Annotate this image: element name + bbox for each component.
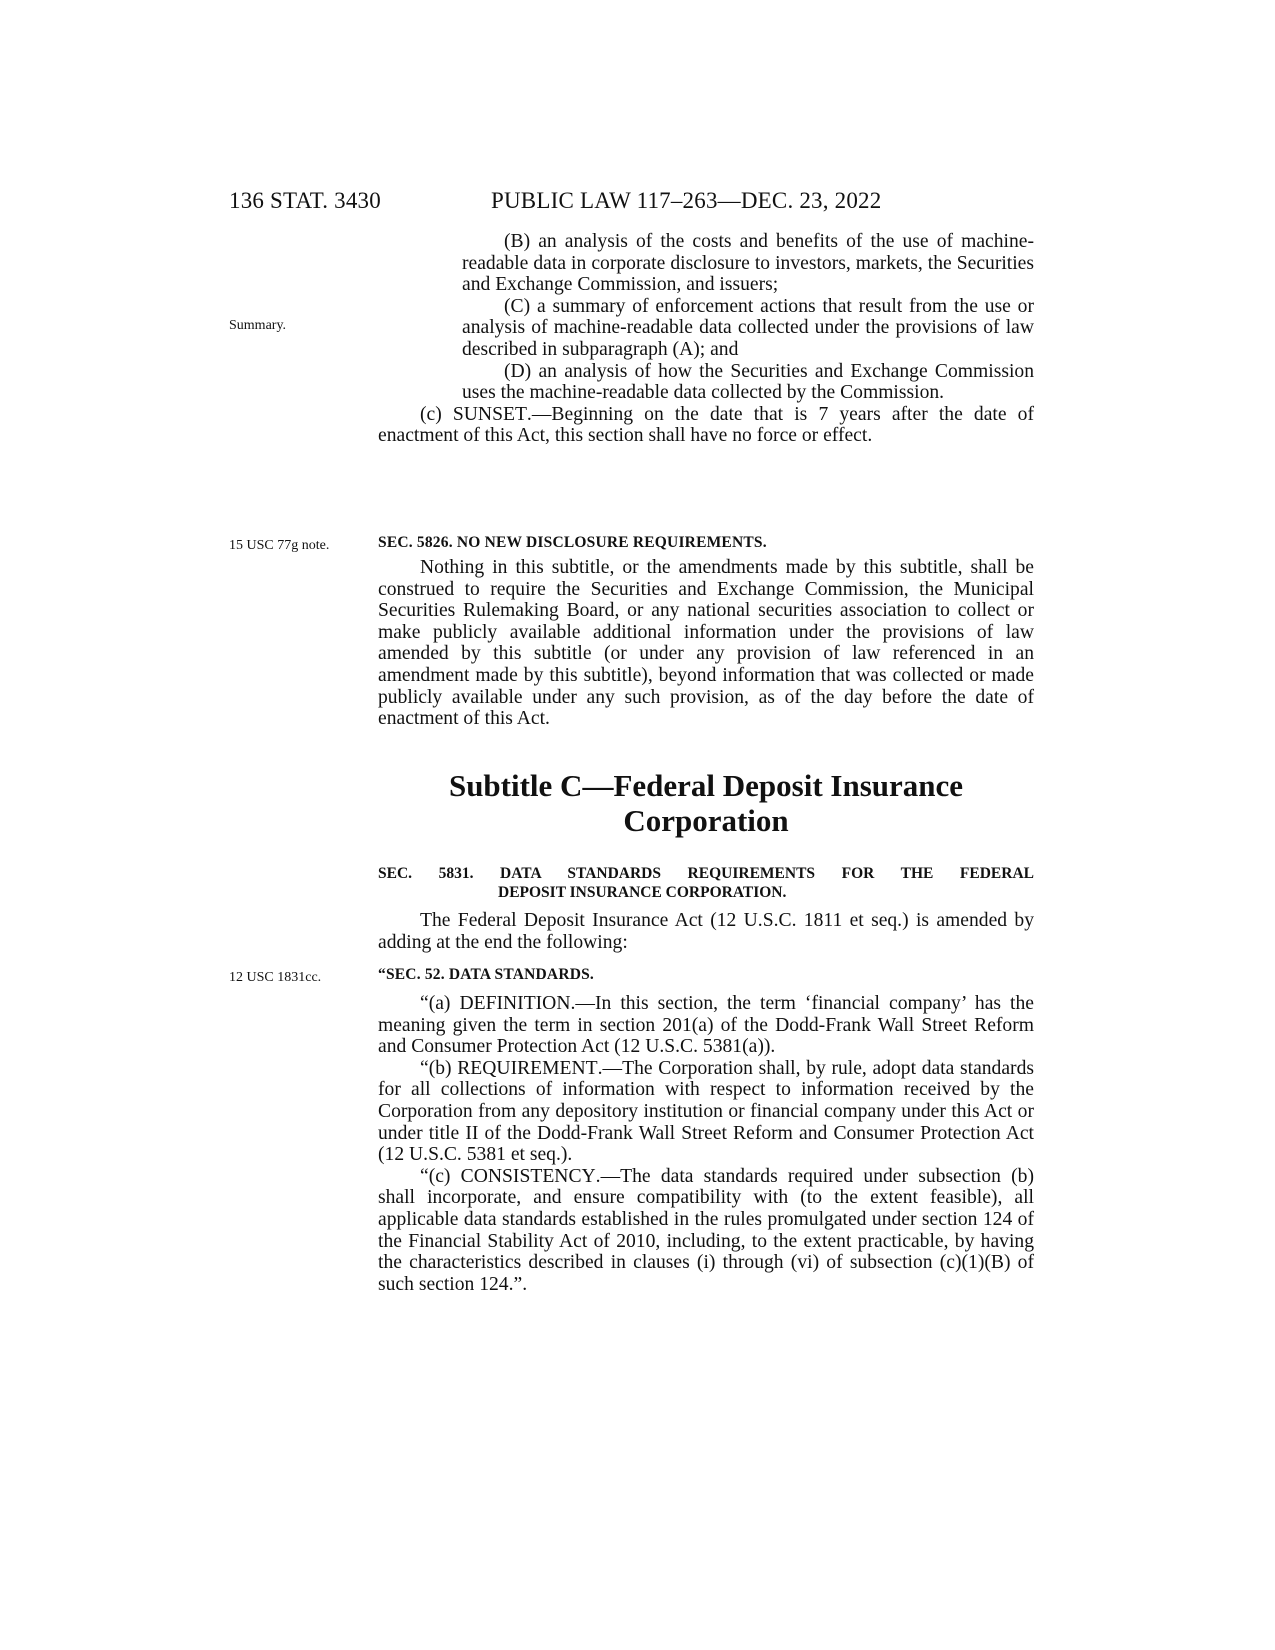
- subsection-c-body: .—The data standards required under subsection (b) shall incorporate, and ensure compatibility with (to the extent feasible), all applicable data standards established in the rules promulgated under section 124 of the Financial Stability Act of 2010, including, to the extent practicable, by having the characteristics described in clauses (i) through (vi) of subsection (c)(1)(B) of such section 124.”.: [378, 1165, 1034, 1295]
- section-5831-heading: [378, 864, 1034, 902]
- sunset-body: .—Beginning on the date that is 7 years after the date of enactment of this Act, this section shall have no force or effect.: [378, 403, 1035, 447]
- subtitle-heading: [378, 768, 1034, 838]
- margin-note-usc-52: 12 USC 1831cc.: [229, 970, 322, 985]
- sunset-label-smallcaps: UNSET: [463, 403, 527, 425]
- section-52: [378, 965, 1034, 1295]
- sunset-label: (c) S: [420, 403, 464, 425]
- section-5826-body: Nothing in this subtitle, or the amendments made by this subtitle, shall be construed to require the Securities and Exchange Commission, the Municipal Securities Rulemaking Board, or any national securities association to collect or make publicly available additional information under the provisions of law amended by this subtitle (or under any provision of law referenced in an amendment made by this subtitle), beyond information that was collected or made publicly available under any such provision, as of the day before the date of enactment of this Act.: [378, 557, 1034, 730]
- margin-note-usc-5826: 15 USC 77g note.: [229, 538, 330, 553]
- section-5831-body-block: [378, 910, 1034, 953]
- subsection-b-smallcaps: EQUIREMENT: [470, 1057, 598, 1079]
- paragraph-d: (D) an analysis of how the Securities and Exchange Commission uses the machine-readable data collected by the Commission.: [462, 360, 1034, 404]
- subsection-a-label: “(a) D: [420, 993, 474, 1014]
- section-5831-heading-line-2: DEPOSIT INSURANCE CORPORATION.: [498, 884, 787, 901]
- subsection-a-smallcaps: EFINITION: [473, 993, 571, 1014]
- paragraph-c: (C) a summary of enforcement actions that result from the use or analysis of machine-readable data collected under the provisions of law described in subparagraph (A); and: [462, 295, 1034, 360]
- subsection-c: [378, 1166, 1034, 1296]
- paragraph-b: (B) an analysis of the costs and benefits of the use of machine-readable data in corporate disclosure to investors, markets, the Securities and Exchange Commission, and issuers;: [462, 231, 1034, 296]
- subsection-a-body: .—In this section, the term ‘financial company’ has the meaning given the term in section 201(a) of the Dodd-Frank Wall Street Reform and Consumer Protection Act (12 U.S.C. 5381(a)).: [378, 993, 1034, 1058]
- section-5831-body: The Federal Deposit Insurance Act (12 U.S.C. 1811 et seq.) is amended by adding at the end the following:: [378, 910, 1034, 953]
- section-5826: [378, 533, 1034, 730]
- sunset-paragraph: [378, 404, 1034, 447]
- page-stat-citation: 136 STAT. 3430: [229, 188, 381, 213]
- section-5831-heading-line-1: SEC. 5831. DATA STANDARDS REQUIREMENTS FOR THE FEDERAL: [378, 865, 1034, 882]
- subsection-c-smallcaps: ONSISTENCY: [473, 1165, 596, 1187]
- subsection-b: [378, 1058, 1034, 1166]
- subsection-a: [378, 993, 1034, 1058]
- section-52-heading: “SEC. 52. DATA STANDARDS.: [378, 966, 595, 983]
- subsection-b-label: “(b) R: [420, 1057, 471, 1079]
- running-head: PUBLIC LAW 117–263—DEC. 23, 2022: [491, 188, 882, 213]
- subsection-b-body: .—The Corporation shall, by rule, adopt data standards for all collections of information with respect to information received by the Corporation from any depository institution or financial company under this Act or under title II of the Dodd-Frank Wall Street Reform and Consumer Protection Act (12 U.S.C. 5381 et seq.).: [378, 1057, 1034, 1166]
- subtitle-line-2: Corporation: [623, 803, 789, 838]
- subtitle-line-1: Subtitle C—Federal Deposit Insurance: [448, 768, 964, 803]
- section-5826-heading: SEC. 5826. NO NEW DISCLOSURE REQUIREMENTS.: [378, 534, 767, 551]
- margin-note-summary: Summary.: [229, 318, 287, 333]
- paragraph-block-b-d: [378, 231, 1034, 447]
- subsection-c-label: “(c) C: [420, 1165, 474, 1187]
